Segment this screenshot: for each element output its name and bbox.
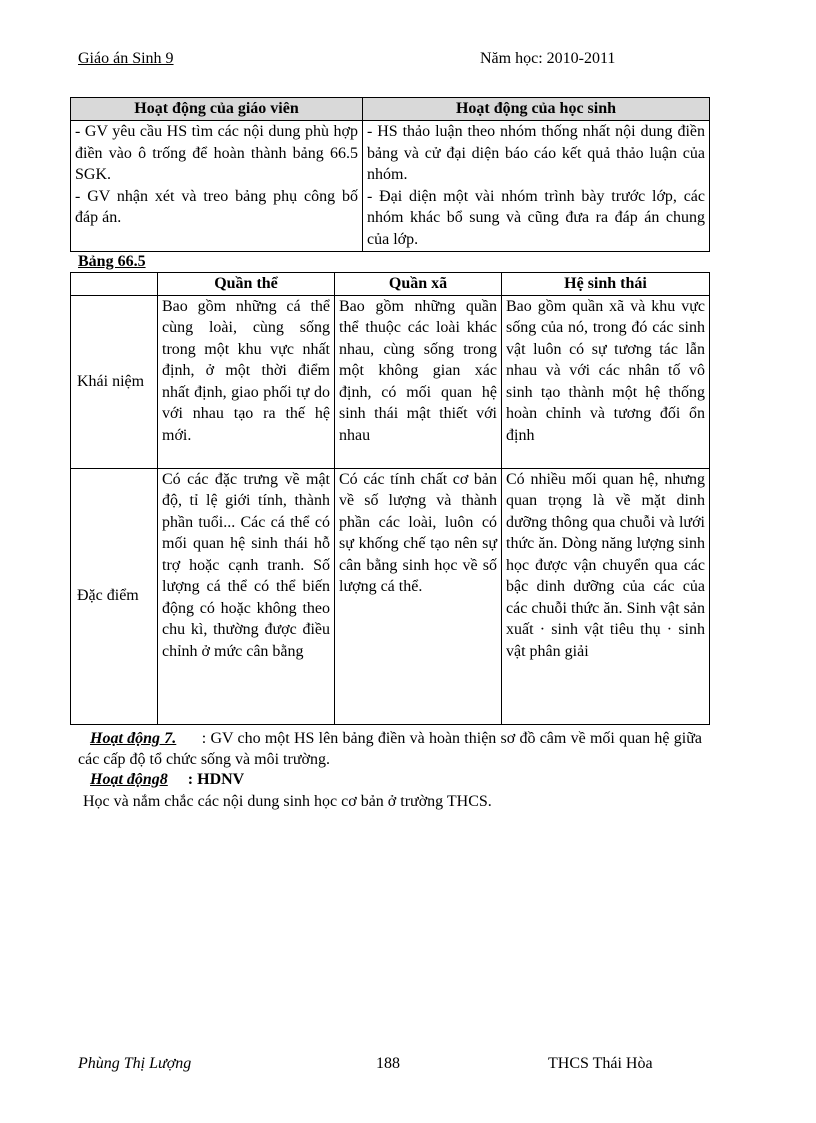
activity-8-title: Hoạt động8 — [90, 771, 168, 788]
ecology-table — [70, 272, 710, 725]
document-title: Giáo án Sinh 9 — [78, 50, 174, 67]
row-label-concept: Khái niệm — [71, 295, 158, 468]
page-footer — [78, 1055, 708, 1077]
table-cell: Có các đặc trưng về mật độ, tỉ lệ giới tính, thành phần tuổi... Các cá thể có mối quan hệ sinh thái hỗ trợ hoặc cạnh tranh. Số lượng cá thể có thể biến động có hoặc không theo chu kì, thường được điều chỉnh ở mức cân bằng — [158, 468, 335, 724]
activity-7-title: Hoạt động 7. — [90, 730, 177, 747]
student-activity-cell: - HS thảo luận theo nhóm thống nhất nội dung điền bảng và cử đại diện báo cáo kết quả thảo luận của nhóm. - Đại diện một vài nhóm trình bày trước lớp, các nhóm khác bổ sung và cũng đưa ra đáp án chung của lớp. — [363, 121, 710, 252]
homework-text: Học và nắm chắc các nội dung sinh học cơ bản ở trường THCS. — [83, 793, 492, 810]
activity-7-text: : GV cho một HS lên bảng điền và hoàn thiện sơ đồ câm về mối quan hệ giữa các cấp độ tổ chức sống và môi trường. — [78, 730, 702, 768]
table-cell: Bao gồm những cá thể cùng loài, cùng sống trong một khu vực nhất định, ở một thời điểm nhất định, giao phối tự do với nhau tạo ra thế hệ mới. — [158, 295, 335, 468]
page-header — [78, 50, 708, 72]
teacher-activity-header: Hoạt động của giáo viên — [71, 98, 363, 121]
activity-8-paragraph — [90, 771, 244, 789]
school-name: THCS Thái Hòa — [548, 1055, 653, 1072]
table-row — [71, 295, 710, 468]
table-caption: Bảng 66.5 — [78, 253, 146, 270]
student-activity-header: Hoạt động của học sinh — [363, 98, 710, 121]
page-number: 188 — [376, 1055, 400, 1072]
population-header: Quần thể — [158, 273, 335, 296]
ecosystem-header: Hệ sinh thái — [502, 273, 710, 296]
activity-7-paragraph — [78, 728, 702, 770]
activity-table — [70, 97, 710, 252]
author-name: Phùng Thị Lượng — [78, 1055, 192, 1072]
table-cell: Có nhiều mối quan hệ, nhưng quan trọng là về mặt dinh dưỡng thông qua chuỗi và lưới thức ăn. Dòng năng lượng sinh học được vận chuyển qua các bậc dinh dưỡng của các của các chuỗi thức ăn. Sinh vật sản xuất · sinh vật tiêu thụ · sinh vật phân giải — [502, 468, 710, 724]
table-row — [71, 468, 710, 724]
corner-header — [71, 273, 158, 296]
table-cell: Bao gồm quần xã và khu vực sống của nó, trong đó các sinh vật luôn có sự tương tác lẫn nhau và với các nhân tố vô sinh tạo thành một hệ thống hoàn chỉnh và tương đối ổn định — [502, 295, 710, 468]
row-label-features: Đặc điểm — [71, 468, 158, 724]
table-cell: Bao gồm những quần thể thuộc các loài khác nhau, cùng sống trong một không gian xác định, có mối quan hệ sinh thái mật thiết với nhau — [335, 295, 502, 468]
table-cell: Có các tính chất cơ bản về số lượng và thành phần các loài, luôn có sự khống chế tạo nên sự cân bằng sinh học về số lượng cá thể. — [335, 468, 502, 724]
school-year: Năm học: 2010-2011 — [480, 50, 616, 67]
teacher-activity-cell: - GV yêu cầu HS tìm các nội dung phù hợp điền vào ô trống để hoàn thành bảng 66.5 SGK. - GV nhận xét và treo bảng phụ công bố đáp án. — [71, 121, 363, 252]
community-header: Quần xã — [335, 273, 502, 296]
activity-8-text: : HDNV — [187, 771, 245, 788]
